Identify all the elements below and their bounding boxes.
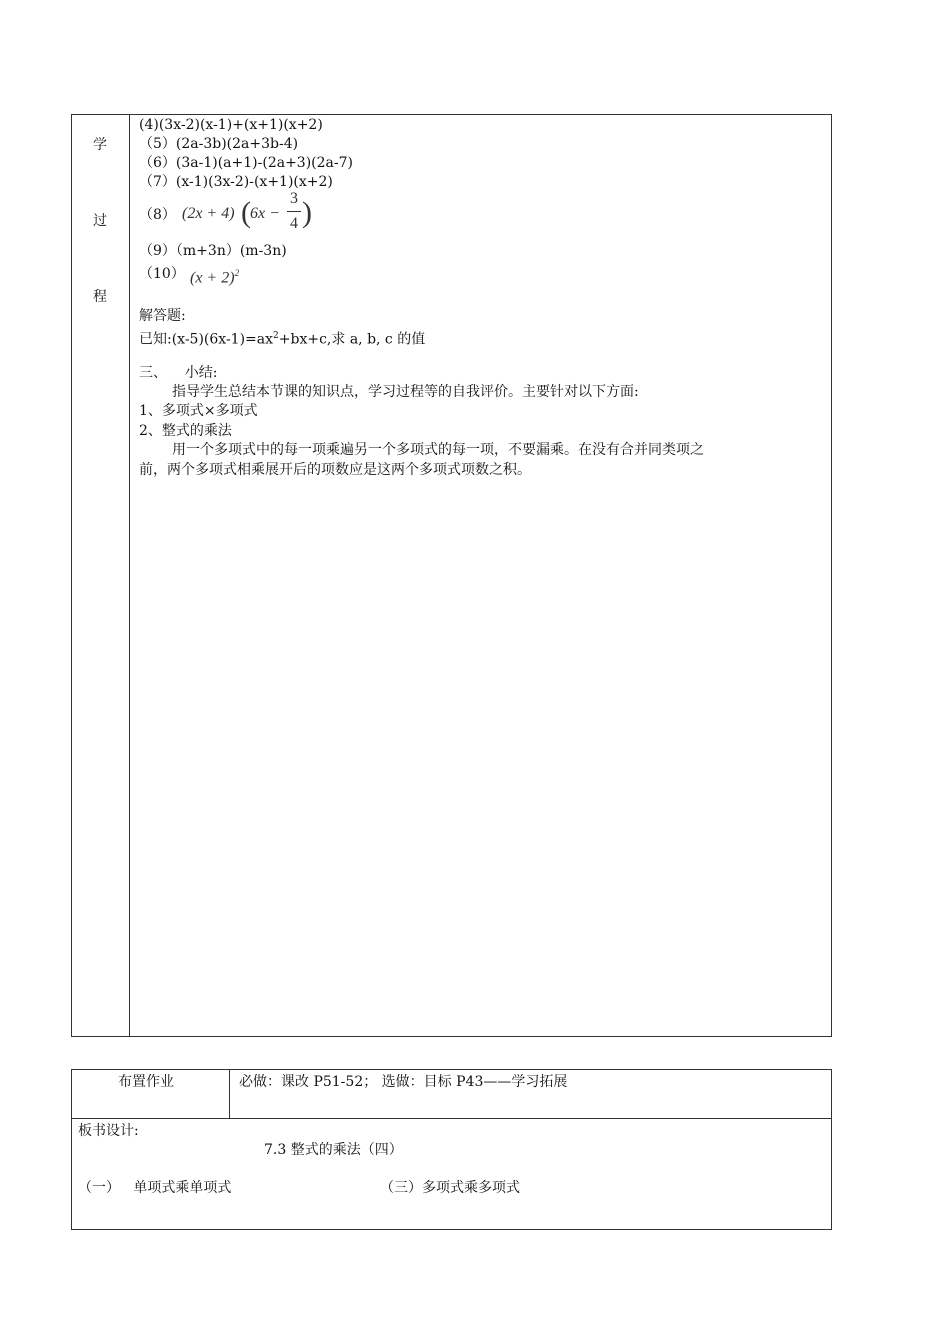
column-divider bbox=[129, 114, 130, 1037]
exercise-10-exp: 2 bbox=[234, 268, 240, 278]
homework-content: 必做：课改 P51-52； 选做：目标 P43——学习拓展 bbox=[239, 1074, 568, 1090]
q-prefix: 已知:(x-5)(6x-1)=ax bbox=[139, 331, 274, 348]
board-label: 板书设计: bbox=[78, 1123, 139, 1139]
exercise-6: （6）(3a-1)(a+1)-(2a+3)(2a-7) bbox=[139, 155, 353, 171]
homework-label: 布置作业 bbox=[118, 1074, 174, 1090]
exercise-10-base: (x + 2) bbox=[190, 269, 235, 287]
summary-para-1: 用一个多项式中的每一项乘遍另一个多项式的每一项，不要漏乘。在没有合并同类项之 bbox=[172, 442, 704, 458]
exercise-8-right: 6x − bbox=[250, 205, 280, 222]
summary-item-2: 2、整式的乘法 bbox=[139, 423, 232, 439]
exercise-4: (4)(3x-2)(x-1)+(x+1)(x+2) bbox=[139, 117, 323, 133]
exercise-5: （5）(2a-3b)(2a+3b-4) bbox=[139, 136, 299, 152]
row-divider bbox=[71, 1118, 832, 1119]
homework-divider bbox=[229, 1069, 230, 1118]
exercise-7: （7）(x-1)(3x-2)-(x+1)(x+2) bbox=[139, 174, 333, 190]
exercise-8: （8） bbox=[139, 207, 176, 223]
board-right: （三）多项式乘多项式 bbox=[380, 1180, 520, 1196]
board-left: （一） 单项式乘单项式 bbox=[78, 1180, 232, 1196]
homework-table bbox=[71, 1069, 832, 1230]
process-label-3: 程 bbox=[93, 289, 107, 305]
summary-para-2: 前，两个多项式相乘展开后的项数应是这两个多项式项数之积。 bbox=[139, 462, 531, 478]
paren-close: ) bbox=[302, 196, 312, 229]
exercise-10-math bbox=[190, 264, 239, 287]
paren-open: ( bbox=[241, 196, 251, 229]
exercise-8-left: (2x + 4) bbox=[182, 205, 235, 222]
answer-heading: 解答题: bbox=[139, 308, 186, 324]
board-title: 7.3 整式的乘法（四） bbox=[264, 1142, 403, 1158]
fraction-bar bbox=[287, 211, 301, 212]
exercise-9: （9）（m+3n）(m-3n) bbox=[139, 243, 287, 259]
fraction-den: 4 bbox=[290, 215, 298, 232]
summary-heading: 三、 小结: bbox=[139, 365, 218, 381]
exercise-10: （10） bbox=[139, 266, 185, 282]
summary-intro: 指导学生总结本节课的知识点，学习过程等的自我评价。主要针对以下方面: bbox=[172, 384, 639, 400]
summary-item-1: 1、多项式×多项式 bbox=[139, 403, 258, 419]
answer-question bbox=[139, 327, 425, 349]
q-sup: 2 bbox=[273, 331, 279, 341]
q-suffix: +bx+c,求 a, b, c 的值 bbox=[278, 331, 426, 348]
process-label-2: 过 bbox=[93, 213, 107, 229]
process-label-1: 学 bbox=[93, 137, 107, 153]
fraction-num: 3 bbox=[290, 190, 298, 207]
